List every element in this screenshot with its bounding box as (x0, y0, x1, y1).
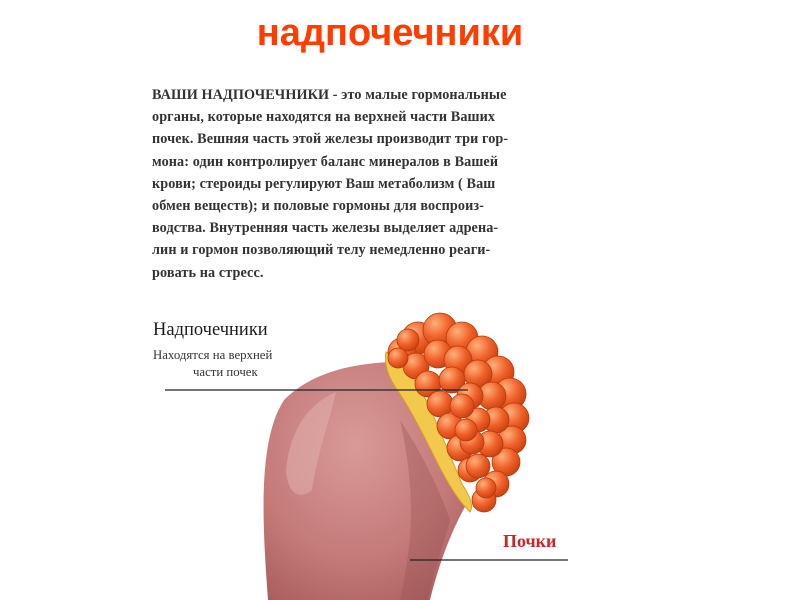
paragraph-line: крови; стероиды регулируют Ваш метаболизм ( Ваш (152, 175, 496, 192)
adrenal-lobe (388, 348, 408, 368)
kidney-label: Почки (503, 531, 557, 551)
adrenal-sublabel (153, 347, 323, 381)
adrenal-lobe (466, 454, 490, 478)
adrenal-lobe (450, 394, 474, 418)
adrenal-sublabel-line: Находятся на верхней (153, 348, 273, 362)
paragraph-line: почек. Вешняя часть этой железы производит три гор- (152, 131, 509, 148)
paragraph-line: лин и гормон позволяющий телу немедленно реаги- (152, 242, 491, 259)
paragraph-line: ВАШИ НАДПОЧЕЧНИКИ - это малые гормональные (152, 87, 507, 103)
slide-title: надпочечники (256, 12, 524, 54)
adrenal-lobe (476, 478, 496, 498)
paragraph-line: водства. Внутренняя часть железы выделяет адрена- (152, 220, 499, 237)
adrenal-lobe (455, 419, 477, 441)
paragraph-line: обмен веществ); и половые гормоны для воспроиз- (152, 198, 485, 215)
adrenal-lobe (397, 329, 419, 351)
paragraph-line: органы, которые находятся на верхней части Ваших (152, 109, 496, 126)
adrenal-label: Надпочечники (153, 320, 268, 340)
adrenal-sublabel-line: части почек (193, 365, 258, 379)
paragraph-line: мона: один контролирует баланс минералов в Вашей (152, 153, 499, 170)
paragraph-line: ровать на стресс. (152, 264, 264, 281)
